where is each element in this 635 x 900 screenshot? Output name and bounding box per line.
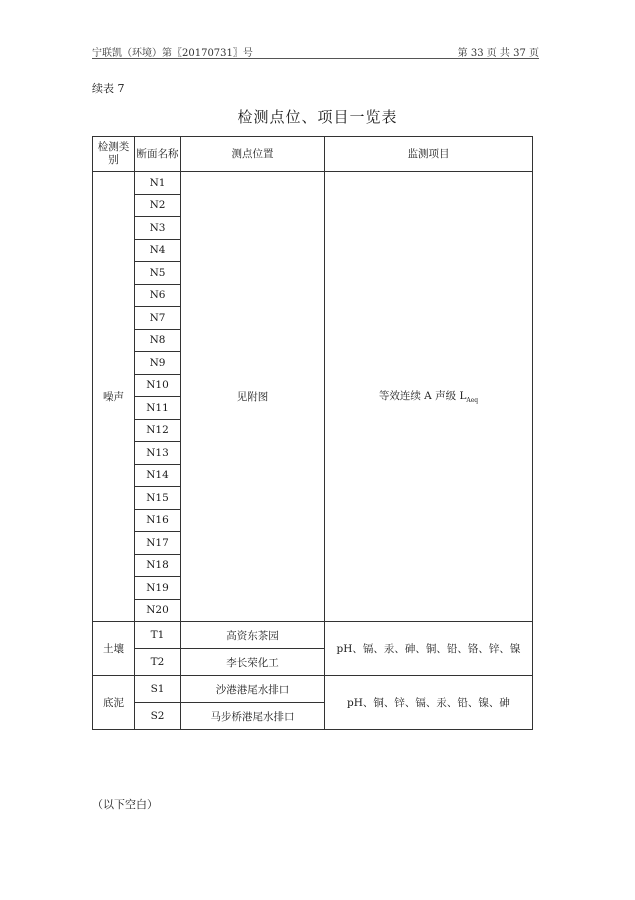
section-cell: N3	[135, 217, 181, 240]
section-cell: N20	[135, 599, 181, 622]
section-cell: N17	[135, 532, 181, 555]
section-cell: N15	[135, 487, 181, 510]
table-row	[93, 172, 533, 195]
section-cell: T1	[135, 622, 181, 649]
section-cell: N2	[135, 194, 181, 217]
section-cell: N8	[135, 329, 181, 352]
continuation-label: 续表 7	[92, 82, 125, 95]
soil-category: 土壤	[93, 622, 135, 676]
section-cell: T2	[135, 649, 181, 676]
section-cell: N10	[135, 374, 181, 397]
noise-items-subscript: Aeq	[466, 397, 479, 405]
section-cell: N16	[135, 509, 181, 532]
location-cell: 高资东茶园	[181, 622, 325, 649]
section-cell: N9	[135, 352, 181, 375]
header-rule	[92, 58, 539, 59]
section-cell: N5	[135, 262, 181, 285]
monitoring-table	[92, 136, 533, 730]
section-cell: N14	[135, 464, 181, 487]
report-number: 宁联凯（环境）第〖20170731〗号	[92, 48, 253, 59]
section-cell: N11	[135, 397, 181, 420]
noise-rows	[93, 172, 533, 622]
section-cell: S1	[135, 676, 181, 703]
noise-items-text: 等效连续 A 声级 L	[378, 390, 467, 403]
location-cell: 李长荣化工	[181, 649, 325, 676]
section-cell: N1	[135, 172, 181, 195]
section-cell: N18	[135, 554, 181, 577]
section-cell: S2	[135, 703, 181, 730]
header-items: 监测项目	[325, 137, 533, 172]
section-cell: N4	[135, 239, 181, 262]
table-row	[93, 676, 533, 703]
header-section: 断面名称	[135, 137, 181, 172]
page-title: 检测点位、项目一览表	[237, 108, 398, 126]
section-cell: N19	[135, 577, 181, 600]
noise-items	[325, 172, 533, 622]
location-cell: 沙港港尾水排口	[181, 676, 325, 703]
header-category: 检测类别	[93, 137, 135, 172]
sediment-category: 底泥	[93, 676, 135, 730]
section-cell: N13	[135, 442, 181, 465]
section-cell: N7	[135, 307, 181, 330]
section-cell: N12	[135, 419, 181, 442]
noise-location: 见附图	[181, 172, 325, 622]
table-header-row	[93, 137, 533, 172]
page-number: 第 33 页 共 37 页	[457, 48, 539, 59]
blank-below-note: （以下空白）	[92, 798, 158, 811]
header-location: 测点位置	[181, 137, 325, 172]
section-cell: N6	[135, 284, 181, 307]
location-cell: 马步桥港尾水排口	[181, 703, 325, 730]
soil-items: pH、镉、汞、砷、铜、铅、铬、锌、镍	[325, 622, 533, 676]
noise-category: 噪声	[93, 172, 135, 622]
sediment-items: pH、铜、锌、镉、汞、铅、镍、砷	[325, 676, 533, 730]
table-row	[93, 622, 533, 649]
